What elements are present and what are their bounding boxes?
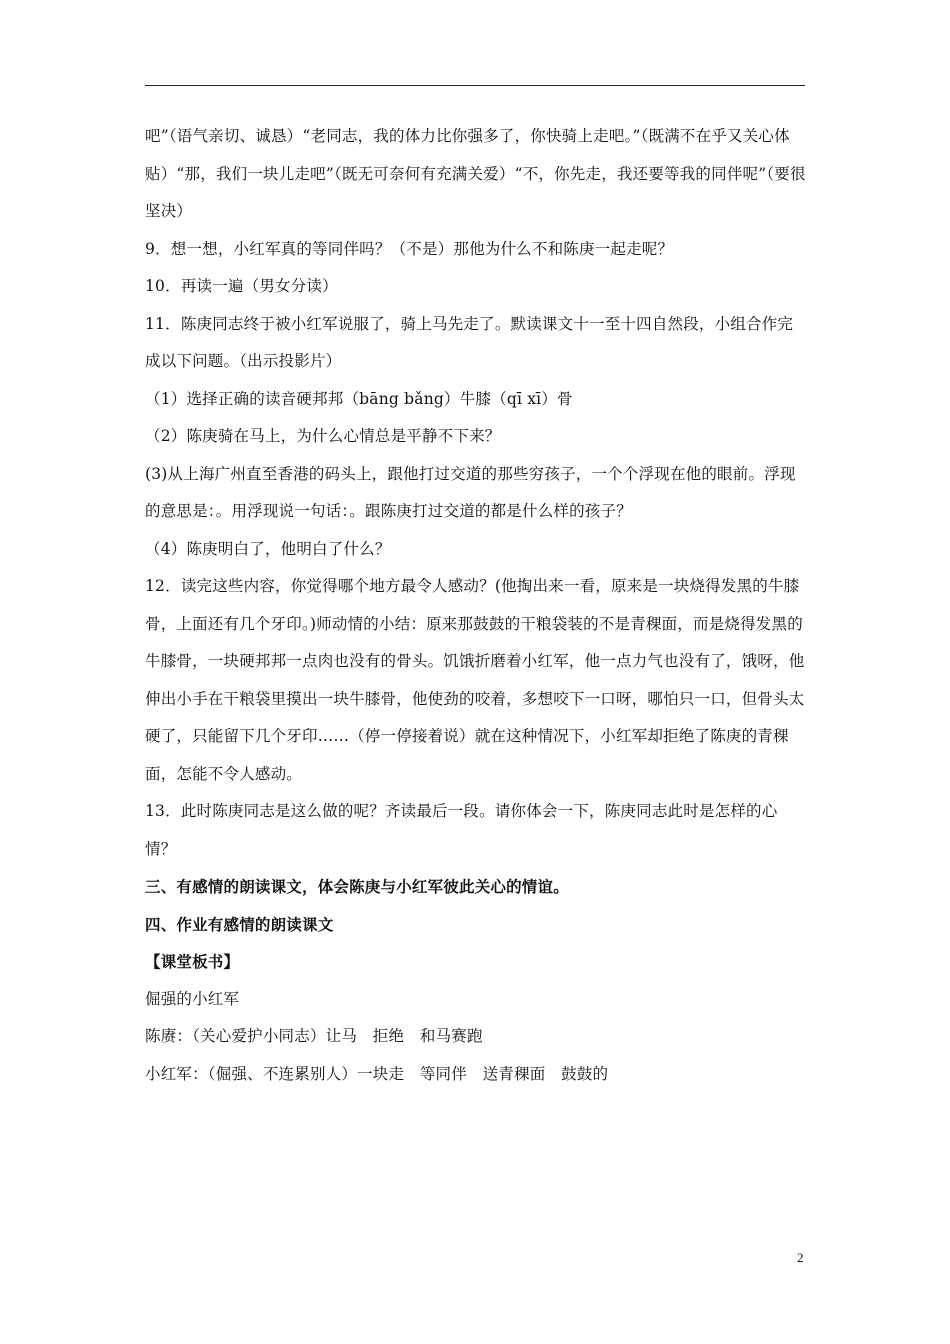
- board-line-2: 小红军：（倔强、不连累别人）一块走 等同伴 送青稞面 鼓鼓的: [145, 1064, 609, 1083]
- header-rule: [145, 85, 805, 86]
- paragraph-9: 12．读完这些内容，你觉得哪个地方最令人感动？(他掏出来一看，原来是一块烧得发黑的牛膝骨，上面还有几个牙印。)师动情的小结：原来那鼓鼓的干粮袋装的不是青稞面，而是烧得发黑的牛膝骨，一块硬邦邦一点肉也没有的骨头。饥饿折磨着小红军，他一点力气也没有了，饿呀，他伸出小手在干粮袋里摸出一块牛膝骨，他使劲的咬着，多想咬下一口呀，哪怕只一口，但骨头太硬了，只能留下几个牙印……（停一停接着说）就在这种情况下，小红军却拒绝了陈庚的青稞面，怎能不令人感动。: [145, 577, 805, 783]
- paragraph-5: （1）选择正确的读音硬邦邦（bāng bǎng）牛膝（qī xī）骨: [145, 389, 573, 408]
- board-heading: 【课堂板书】: [145, 952, 240, 971]
- board-title: 倔强的小红军: [145, 989, 240, 1008]
- page-number: 2: [797, 1250, 804, 1265]
- paragraph-4: 11．陈庚同志终于被小红军说服了，骑上马先走了。默读课文十一至十四自然段，小组合作完成以下问题。（出示投影片）: [145, 314, 794, 370]
- document-body: [145, 118, 807, 1093]
- paragraph-8: （4）陈庚明白了，他明白了什么？: [145, 539, 391, 558]
- paragraph-3: 10．再读一遍（男女分读）: [145, 277, 338, 295]
- section-heading-4: 四、作业有感情的朗读课文: [145, 914, 334, 934]
- paragraph-1: 吧”（语气亲切、诚恳）“老同志，我的体力比你强多了，你快骑上走吧。”（既满不在乎又关心体贴）“那，我们一块儿走吧”（既无可奈何有充满关爱）“不，你先走，我还要等我的同伴呢”（要很坚决）: [145, 127, 806, 220]
- paragraph-7: (3)从上海广州直至香港的码头上，跟他打过交道的那些穷孩子，一个个浮现在他的眼前。浮现的意思是：。用浮现说一句话：。跟陈庚打过交道的都是什么样的孩子？: [145, 464, 796, 520]
- paragraph-2: 9．想一想，小红军真的等同伴吗？（不是）那他为什么不和陈庚一起走呢？: [145, 239, 674, 258]
- section-heading-3: 三、有感情的朗读课文，体会陈庚与小红军彼此关心的情谊。: [145, 877, 569, 896]
- paragraph-10: 13．此时陈庚同志是这么做的呢？齐读最后一段。请你体会一下，陈庚同志此时是怎样的心情？: [145, 802, 778, 858]
- paragraph-6: （2）陈庚骑在马上，为什么心情总是平静不下来？: [145, 427, 501, 445]
- board-line-1: 陈赓：（关心爱护小同志）让马 拒绝 和马赛跑: [145, 1027, 483, 1045]
